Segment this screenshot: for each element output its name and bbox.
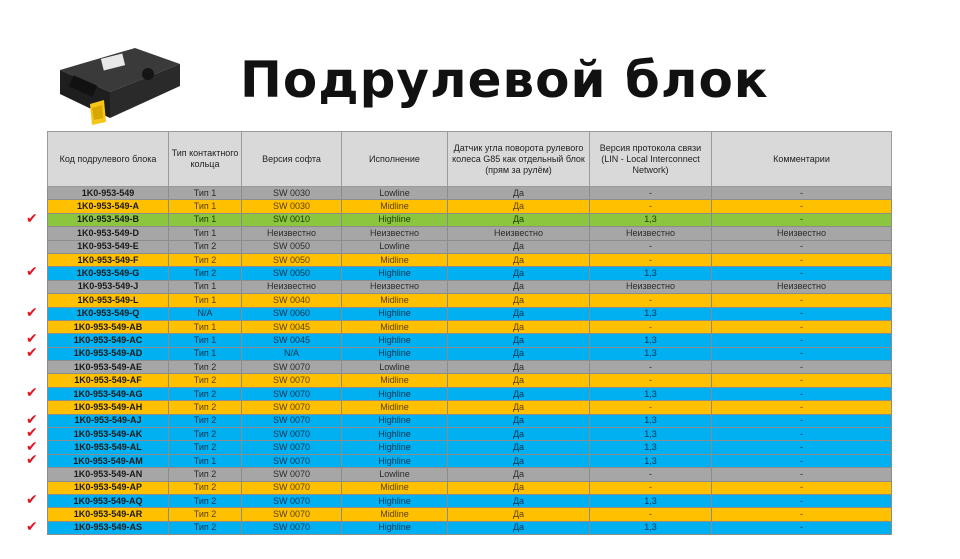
cell-variant: Lowline [342, 361, 448, 374]
cell-comment: - [712, 200, 892, 213]
cell-software: SW 0050 [242, 253, 342, 266]
cell-comment: - [712, 481, 892, 494]
cell-variant: Highline [342, 267, 448, 280]
cell-lin-protocol: - [590, 361, 712, 374]
cell-code: 1K0-953-549-A [48, 200, 169, 213]
cell-comment: - [712, 468, 892, 481]
cell-g85-sensor: Да [448, 454, 590, 467]
cell-comment: - [712, 361, 892, 374]
cell-code: 1K0-953-549-Q [48, 307, 169, 320]
check-icon: ✔ [26, 304, 38, 321]
cell-code: 1K0-953-549-AH [48, 401, 169, 414]
cell-comment: - [712, 253, 892, 266]
cell-lin-protocol: 1,3 [590, 428, 712, 441]
table-row [48, 334, 892, 347]
cell-g85-sensor: Да [448, 267, 590, 280]
cell-g85-sensor: Да [448, 494, 590, 507]
cell-g85-sensor: Да [448, 280, 590, 293]
cell-comment: - [712, 307, 892, 320]
cell-lin-protocol: 1,3 [590, 267, 712, 280]
steering-module-table [47, 131, 892, 535]
cell-variant: Midline [342, 508, 448, 521]
steering-column-module-image [40, 30, 190, 130]
cell-code: 1K0-953-549-AF [48, 374, 169, 387]
cell-g85-sensor: Да [448, 347, 590, 360]
cell-g85-sensor: Неизвестно [448, 227, 590, 240]
cell-code: 1K0-953-549-AJ [48, 414, 169, 427]
cell-variant: Midline [342, 253, 448, 266]
table-row [48, 240, 892, 253]
cell-software: Неизвестно [242, 280, 342, 293]
cell-software: SW 0070 [242, 361, 342, 374]
cell-code: 1K0-953-549-J [48, 280, 169, 293]
cell-variant: Highline [342, 334, 448, 347]
cell-g85-sensor: Да [448, 240, 590, 253]
check-icon: ✔ [26, 452, 38, 468]
cell-variant: Midline [342, 401, 448, 414]
cell-software: SW 0070 [242, 387, 342, 400]
cell-comment: - [712, 428, 892, 441]
cell-code: 1K0-953-549-B [48, 213, 169, 226]
cell-lin-protocol: - [590, 187, 712, 200]
cell-ring-type: Тип 2 [169, 481, 242, 494]
cell-lin-protocol: 1,3 [590, 441, 712, 454]
cell-software: SW 0070 [242, 374, 342, 387]
cell-ring-type: Тип 1 [169, 200, 242, 213]
table-row [48, 428, 892, 441]
cell-software: SW 0070 [242, 414, 342, 427]
cell-code: 1K0-953-549-AR [48, 508, 169, 521]
cell-g85-sensor: Да [448, 508, 590, 521]
cell-code: 1K0-953-549-AK [48, 428, 169, 441]
table-row [48, 213, 892, 226]
check-icon: ✔ [26, 210, 38, 227]
cell-variant: Highline [342, 387, 448, 400]
cell-g85-sensor: Да [448, 387, 590, 400]
cell-ring-type: Тип 1 [169, 187, 242, 200]
table-row [48, 374, 892, 387]
header-g85-sensor: Датчик угла поворота рулевого колеса G85 как отдельный блок (прям за рулём) [448, 132, 590, 187]
cell-code: 1K0-953-549-E [48, 240, 169, 253]
check-icon: ✔ [26, 492, 38, 509]
cell-g85-sensor: Да [448, 187, 590, 200]
header-variant: Исполнение [342, 132, 448, 187]
cell-g85-sensor: Да [448, 521, 590, 534]
cell-variant: Highline [342, 428, 448, 441]
cell-code: 1K0-953-549-AG [48, 387, 169, 400]
cell-code: 1K0-953-549-AB [48, 320, 169, 333]
cell-g85-sensor: Да [448, 468, 590, 481]
cell-lin-protocol: 1,3 [590, 521, 712, 534]
cell-code: 1K0-953-549-AN [48, 468, 169, 481]
cell-g85-sensor: Да [448, 307, 590, 320]
cell-ring-type: Тип 2 [169, 441, 242, 454]
cell-ring-type: Тип 2 [169, 253, 242, 266]
cell-code: 1K0-953-549-AD [48, 347, 169, 360]
cell-comment: Неизвестно [712, 280, 892, 293]
table-row [48, 454, 892, 467]
cell-software: SW 0070 [242, 441, 342, 454]
cell-ring-type: Тип 1 [169, 320, 242, 333]
cell-ring-type: Тип 1 [169, 280, 242, 293]
cell-lin-protocol: 1,3 [590, 494, 712, 507]
table-row [48, 294, 892, 307]
cell-variant: Midline [342, 320, 448, 333]
cell-g85-sensor: Да [448, 213, 590, 226]
cell-software: SW 0050 [242, 240, 342, 253]
table-header-row [48, 132, 892, 187]
cell-lin-protocol: - [590, 481, 712, 494]
cell-software: N/A [242, 347, 342, 360]
cell-code: 1K0-953-549-G [48, 267, 169, 280]
cell-ring-type: Тип 1 [169, 294, 242, 307]
cell-software: SW 0030 [242, 187, 342, 200]
cell-ring-type: Тип 2 [169, 240, 242, 253]
cell-comment: - [712, 387, 892, 400]
check-icon: ✔ [26, 385, 38, 401]
header-code: Код подрулевого блока [48, 132, 169, 187]
table-row [48, 347, 892, 360]
cell-ring-type: Тип 1 [169, 213, 242, 226]
cell-code: 1K0-953-549-AC [48, 334, 169, 347]
header-lin-protocol: Версия протокола связи (LIN - Local Interconnect Network) [590, 132, 712, 187]
table-row [48, 280, 892, 293]
table-row [48, 414, 892, 427]
cell-variant: Highline [342, 307, 448, 320]
table-row [48, 481, 892, 494]
cell-ring-type: Тип 2 [169, 468, 242, 481]
table-row [48, 227, 892, 240]
cell-variant: Highline [342, 454, 448, 467]
cell-software: SW 0070 [242, 468, 342, 481]
table-row [48, 187, 892, 200]
cell-lin-protocol: 1,3 [590, 307, 712, 320]
table-row [48, 267, 892, 280]
cell-comment: - [712, 187, 892, 200]
cell-software: SW 0070 [242, 401, 342, 414]
cell-ring-type: Тип 2 [169, 414, 242, 427]
cell-variant: Неизвестно [342, 227, 448, 240]
table-row [48, 320, 892, 333]
table-row [48, 307, 892, 320]
cell-g85-sensor: Да [448, 200, 590, 213]
cell-variant: Highline [342, 414, 448, 427]
cell-variant: Midline [342, 294, 448, 307]
cell-g85-sensor: Да [448, 481, 590, 494]
cell-lin-protocol: 1,3 [590, 213, 712, 226]
table-row [48, 508, 892, 521]
cell-comment: - [712, 294, 892, 307]
cell-software: SW 0070 [242, 454, 342, 467]
cell-software: SW 0070 [242, 494, 342, 507]
cell-lin-protocol: Неизвестно [590, 227, 712, 240]
table-row [48, 200, 892, 213]
cell-lin-protocol: - [590, 508, 712, 521]
cell-lin-protocol: 1,3 [590, 414, 712, 427]
check-icon: ✔ [26, 411, 38, 428]
cell-ring-type: Тип 2 [169, 361, 242, 374]
cell-software: SW 0050 [242, 267, 342, 280]
cell-variant: Highline [342, 521, 448, 534]
cell-lin-protocol: 1,3 [590, 454, 712, 467]
cell-code: 1K0-953-549-D [48, 227, 169, 240]
cell-lin-protocol: - [590, 200, 712, 213]
cell-g85-sensor: Да [448, 361, 590, 374]
table-row [48, 401, 892, 414]
cell-comment: - [712, 240, 892, 253]
cell-lin-protocol: - [590, 401, 712, 414]
cell-ring-type: Тип 2 [169, 374, 242, 387]
table-row [48, 494, 892, 507]
cell-software: Неизвестно [242, 227, 342, 240]
cell-ring-type: Тип 1 [169, 347, 242, 360]
table-row [48, 521, 892, 534]
check-icon: ✔ [26, 519, 38, 535]
page-title: Подрулевой блок [240, 51, 769, 109]
cell-software: SW 0045 [242, 320, 342, 333]
cell-g85-sensor: Да [448, 294, 590, 307]
cell-software: SW 0030 [242, 200, 342, 213]
table-row [48, 253, 892, 266]
cell-comment: - [712, 320, 892, 333]
cell-software: SW 0040 [242, 294, 342, 307]
cell-code: 1K0-953-549-AL [48, 441, 169, 454]
cell-ring-type: N/A [169, 307, 242, 320]
header-comments: Комментарии [712, 132, 892, 187]
check-icon: ✔ [26, 438, 38, 455]
cell-ring-type: Тип 2 [169, 401, 242, 414]
cell-variant: Lowline [342, 468, 448, 481]
cell-code: 1K0-953-549-AP [48, 481, 169, 494]
cell-software: SW 0070 [242, 521, 342, 534]
cell-comment: - [712, 334, 892, 347]
cell-comment: - [712, 494, 892, 507]
cell-ring-type: Тип 2 [169, 494, 242, 507]
cell-lin-protocol: 1,3 [590, 387, 712, 400]
cell-comment: - [712, 441, 892, 454]
cell-comment: - [712, 401, 892, 414]
cell-ring-type: Тип 1 [169, 334, 242, 347]
cell-lin-protocol: - [590, 294, 712, 307]
cell-comment: - [712, 454, 892, 467]
table-row [48, 387, 892, 400]
cell-variant: Lowline [342, 187, 448, 200]
cell-ring-type: Тип 2 [169, 521, 242, 534]
cell-variant: Highline [342, 213, 448, 226]
cell-software: SW 0070 [242, 508, 342, 521]
cell-software: SW 0045 [242, 334, 342, 347]
table-row [48, 468, 892, 481]
cell-code: 1K0-953-549 [48, 187, 169, 200]
cell-ring-type: Тип 2 [169, 387, 242, 400]
cell-ring-type: Тип 1 [169, 227, 242, 240]
table-row [48, 361, 892, 374]
cell-g85-sensor: Да [448, 401, 590, 414]
cell-code: 1K0-953-549-AS [48, 521, 169, 534]
table-row [48, 441, 892, 454]
cell-comment: Неизвестно [712, 227, 892, 240]
cell-lin-protocol: 1,3 [590, 347, 712, 360]
cell-code: 1K0-953-549-AE [48, 361, 169, 374]
cell-lin-protocol: - [590, 320, 712, 333]
cell-lin-protocol: - [590, 253, 712, 266]
cell-variant: Midline [342, 374, 448, 387]
cell-code: 1K0-953-549-L [48, 294, 169, 307]
cell-software: SW 0010 [242, 213, 342, 226]
check-icon: ✔ [26, 264, 38, 281]
cell-g85-sensor: Да [448, 374, 590, 387]
cell-variant: Неизвестно [342, 280, 448, 293]
cell-lin-protocol: - [590, 468, 712, 481]
cell-comment: - [712, 414, 892, 427]
cell-g85-sensor: Да [448, 334, 590, 347]
cell-g85-sensor: Да [448, 320, 590, 333]
cell-software: SW 0070 [242, 481, 342, 494]
cell-variant: Lowline [342, 240, 448, 253]
cell-ring-type: Тип 1 [169, 454, 242, 467]
cell-comment: - [712, 374, 892, 387]
cell-comment: - [712, 213, 892, 226]
cell-variant: Midline [342, 200, 448, 213]
cell-comment: - [712, 267, 892, 280]
cell-g85-sensor: Да [448, 441, 590, 454]
cell-ring-type: Тип 2 [169, 508, 242, 521]
cell-comment: - [712, 521, 892, 534]
cell-code: 1K0-953-549-F [48, 253, 169, 266]
cell-g85-sensor: Да [448, 253, 590, 266]
cell-variant: Highline [342, 347, 448, 360]
cell-ring-type: Тип 2 [169, 428, 242, 441]
check-icon: ✔ [26, 331, 38, 348]
cell-ring-type: Тип 2 [169, 267, 242, 280]
cell-g85-sensor: Да [448, 428, 590, 441]
header-ring-type: Тип контактного кольца [169, 132, 242, 187]
cell-code: 1K0-953-549-AM [48, 454, 169, 467]
cell-variant: Midline [342, 481, 448, 494]
cell-software: SW 0070 [242, 428, 342, 441]
cell-lin-protocol: Неизвестно [590, 280, 712, 293]
cell-comment: - [712, 508, 892, 521]
cell-g85-sensor: Да [448, 414, 590, 427]
cell-lin-protocol: 1,3 [590, 334, 712, 347]
cell-lin-protocol: - [590, 240, 712, 253]
cell-comment: - [712, 347, 892, 360]
cell-lin-protocol: - [590, 374, 712, 387]
cell-code: 1K0-953-549-AQ [48, 494, 169, 507]
check-icon: ✔ [26, 344, 38, 361]
cell-software: SW 0060 [242, 307, 342, 320]
header-software: Версия софта [242, 132, 342, 187]
cell-variant: Highline [342, 441, 448, 454]
cell-variant: Highline [342, 494, 448, 507]
check-icon: ✔ [26, 425, 38, 442]
